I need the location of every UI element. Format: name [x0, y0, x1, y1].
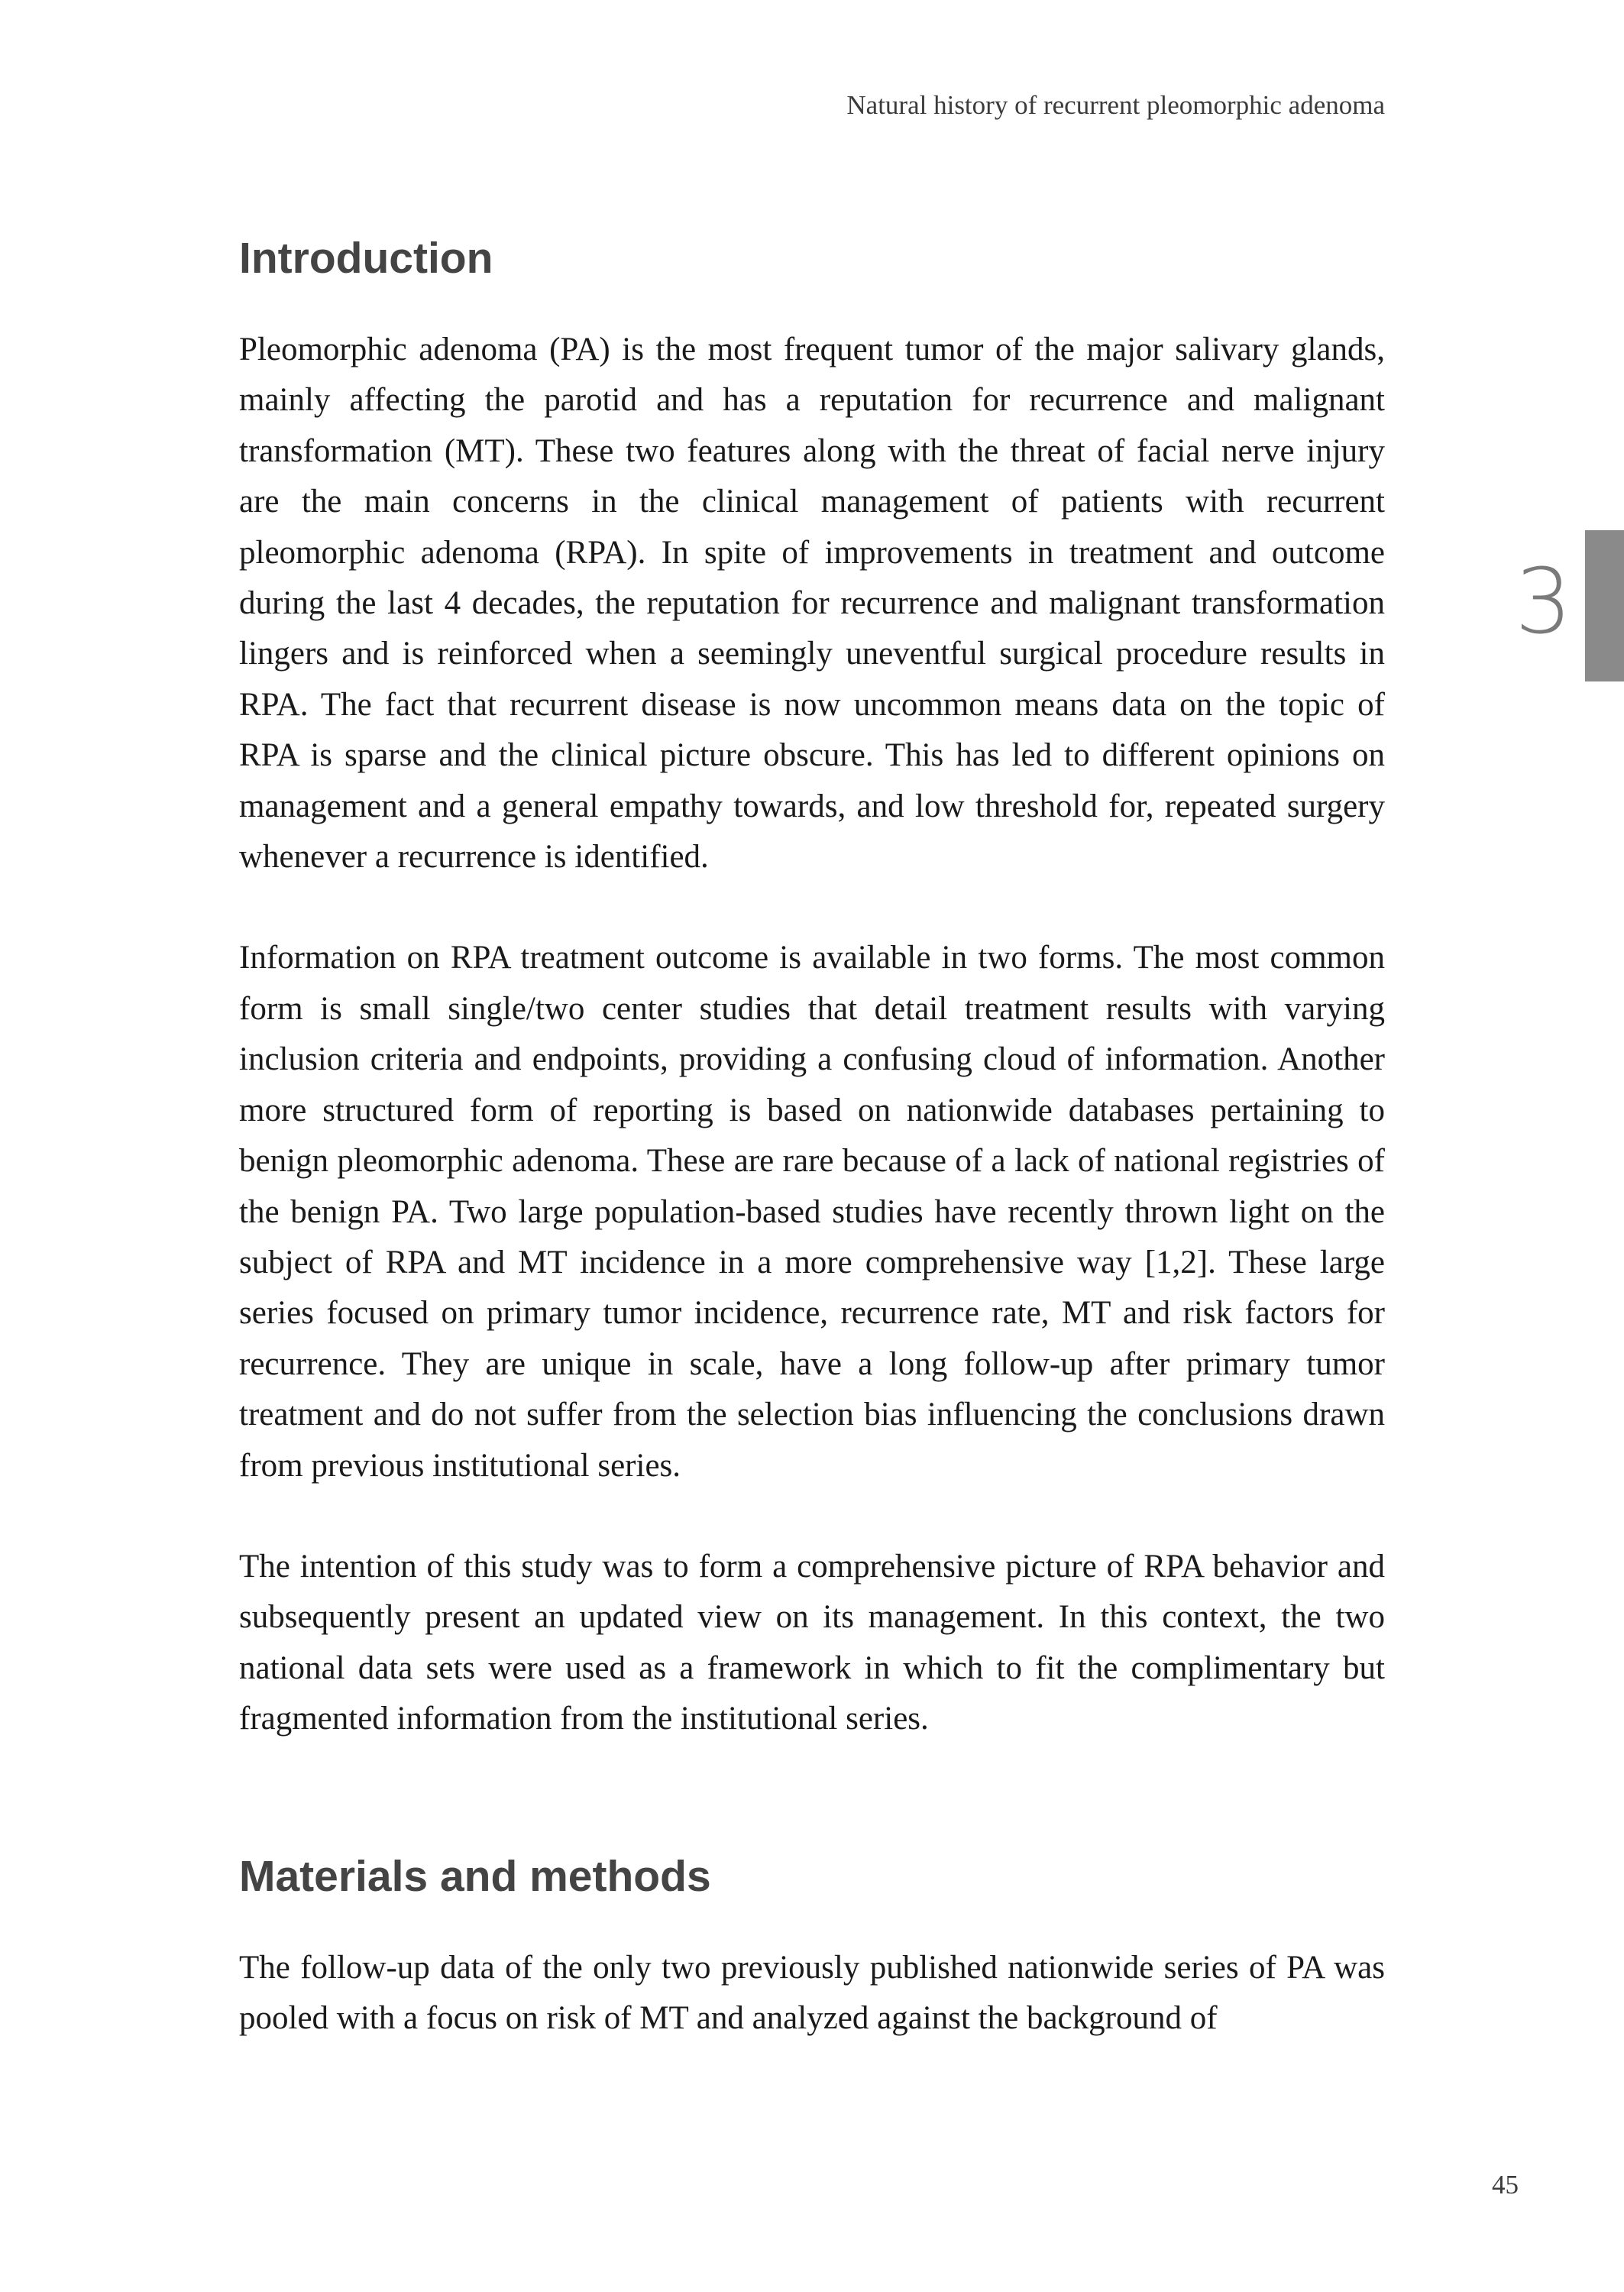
body-paragraph: Information on RPA treatment outcome is available in two forms. The most common form is small single/two center studies that detail treatment results with varying inclusion criteria and endpoints, providing a confusing cloud of information. Another more structured form of reporting is based on nationwide databases pertaining to benign pleomorphic adenoma. These are rare because of a lack of national registries of the benign PA. Two large population-based studies have recently thrown light on the subject of RPA and MT incidence in a more comprehensive way [1,2]. These large series focused on primary tumor incidence, recurrence rate, MT and risk factors for recurrence. They are unique in scale, have a long follow-up after primary tumor treatment and do not suffer from the selection bias influencing the conclusions drawn from previous institutional series.	[239, 940, 1385, 1484]
chapter-number: 3	[1515, 549, 1573, 654]
chapter-tab	[1585, 530, 1624, 681]
main-content	[239, 226, 1385, 2044]
running-head: Natural history of recurrent pleomorphic adenoma	[846, 90, 1385, 120]
body-paragraph: The follow-up data of the only two previously published nationwide series of PA was pooled with a focus on risk of MT and analyzed against the background of	[239, 1949, 1385, 2036]
methods-section	[239, 1844, 1385, 2044]
body-paragraph: The intention of this study was to form a comprehensive picture of RPA behavior and subsequently present an updated view on its management. In this context, the two national data sets were used as a framework in which to fit the complimentary but fragmented information from the institutional series.	[239, 1548, 1385, 1737]
body-paragraph: Pleomorphic adenoma (PA) is the most frequent tumor of the major salivary glands, mainly affecting the parotid and has a reputation for recurrence and malignant transformation (MT). These two features along with the threat of facial nerve injury are the main concerns in the clinical management of patients with recurrent pleomorphic adenoma (RPA). In spite of improvements in treatment and outcome during the last 4 decades, the reputation for recurrence and malignant transformation lingers and is reinforced when a seemingly uneventful surgical procedure results in RPA. The fact that recurrent disease is now uncommon means data on the topic of RPA is sparse and the clinical picture obscure. This has led to different opinions on management and a general empathy towards, and low threshold for, repeated surgery whenever a recurrence is identified.	[239, 332, 1385, 876]
section-heading-materials-and-methods: Materials and methods	[239, 1851, 711, 1901]
section-heading-introduction: Introduction	[239, 234, 493, 283]
introduction-section	[239, 226, 1385, 1745]
page-number: 45	[1492, 2170, 1519, 2200]
